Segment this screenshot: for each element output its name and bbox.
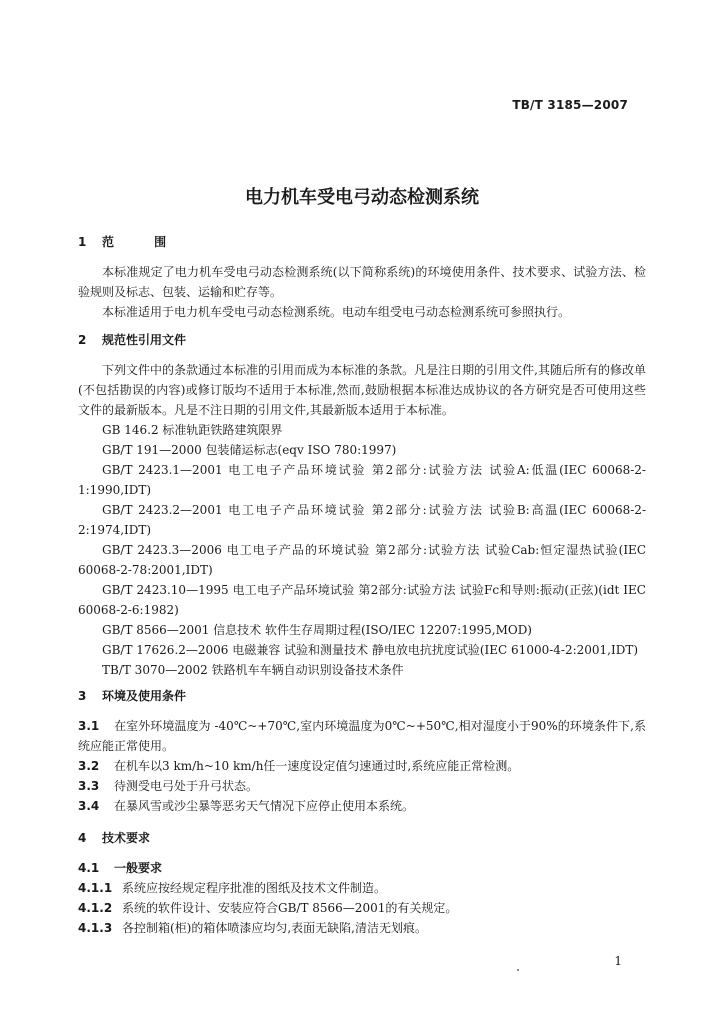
clause-text: 待测受电弓处于升弓状态。 [114, 779, 259, 793]
clause [78, 878, 646, 898]
clause [78, 898, 646, 918]
section-heading-technical [78, 830, 646, 846]
scope-paragraph: 本标准适用于电力机车受电弓动态检测系统。电动车组受电弓动态检测系统可参照执行。 [102, 305, 571, 319]
section-number: 1 [78, 235, 87, 249]
reference-entry: GB/T 2423.1—2001 电工电子产品环境试验 第2部分:试验方法 试验A:低温(IEC 60068-2-1:1990,IDT) [78, 463, 646, 497]
section-title: 技术要求 [102, 831, 151, 845]
clause-number: 4.1.1 [78, 881, 113, 895]
section-heading-environment [78, 688, 646, 704]
section-title: 环境及使用条件 [102, 689, 187, 703]
references-intro: 下列文件中的条款通过本标准的引用而成为本标准的条款。凡是注日期的引用文件,其随后所有的修改单(不包括勘误的内容)或修订版均不适用于本标准,然而,鼓励根据本标准达成协议的各方研究是否可使用这些文件的最新版本。凡是不注日期的引用文件,其最新版本适用于本标准。 [78, 363, 646, 417]
section-title: 规范性引用文件 [102, 333, 187, 347]
clause [78, 756, 646, 776]
reference-entry: TB/T 3070—2002 铁路机车车辆自动识别设备技术条件 [102, 663, 404, 677]
reference-entry: GB/T 2423.2—2001 电工电子产品环境试验 第2部分:试验方法 试验B:高温(IEC 60068-2-2:1974,IDT) [78, 503, 646, 537]
clause [78, 918, 646, 938]
scope-paragraph: 本标准规定了电力机车受电弓动态检测系统(以下简称系统)的环境使用条件、技术要求、试验方法、检验规则及标志、包装、运输和贮存等。 [78, 265, 646, 299]
clause-number: 3.3 [78, 779, 100, 793]
scan-speck [517, 969, 519, 971]
clause-text: 在室外环境温度为 -40℃~+70℃,室内环境温度为0℃~+50℃,相对湿度小于90%的环境条件下,系统应能正常使用。 [78, 719, 646, 753]
reference-entry: GB/T 2423.10—1995 电工电子产品环境试验 第2部分:试验方法 试验Fc和导则:振动(正弦)(idt IEC 60068-2-6:1982) [78, 583, 646, 617]
clause-number: 4.1.3 [78, 921, 113, 935]
section-number: 2 [78, 333, 87, 347]
clause [78, 716, 646, 756]
subsection-title: 一般要求 [114, 861, 163, 875]
section-title: 范 围 [102, 235, 185, 249]
subsection-number: 4.1 [78, 861, 100, 875]
clause-text: 系统的软件设计、安装应符合GB/T 8566—2001的有关规定。 [122, 901, 458, 915]
reference-entry: GB/T 17626.2—2006 电磁兼容 试验和测量技术 静电放电抗扰度试验(IEC 61000-4-2:2001,IDT) [102, 643, 639, 657]
clause-text: 各控制箱(柜)的箱体喷漆应均匀,表面无缺陷,清洁无划痕。 [122, 921, 427, 935]
page-number: 1 [614, 954, 622, 968]
section-number: 4 [78, 831, 87, 845]
reference-entry: GB 146.2 标准轨距铁路建筑限界 [102, 423, 283, 437]
clause-number: 4.1.2 [78, 901, 113, 915]
reference-entry: GB/T 8566—2001 信息技术 软件生存周期过程(ISO/IEC 12207:1995,MOD) [102, 623, 532, 637]
section-number: 3 [78, 689, 87, 703]
reference-entry: GB/T 191—2000 包装储运标志(eqv ISO 780:1997) [102, 443, 397, 457]
clause-text: 系统应按经规定程序批准的图纸及技术文件制造。 [122, 881, 387, 895]
document-title: 电力机车受电弓动态检测系统 [245, 187, 479, 208]
section-heading-scope [78, 234, 646, 250]
reference-entry: GB/T 2423.3—2006 电工电子产品的环境试验 第2部分:试验方法 试验Cab:恒定湿热试验(IEC 60068-2-78:2001,IDT) [78, 543, 646, 577]
document-body [78, 234, 646, 938]
clause-number: 3.4 [78, 799, 100, 813]
clause-text: 在机车以3 km/h~10 km/h任一速度设定值匀速通过时,系统应能正常检测。 [114, 759, 520, 773]
clause-text: 在暴风雪或沙尘暴等恶劣天气情况下应停止使用本系统。 [114, 799, 415, 813]
clause-number: 3.2 [78, 759, 100, 773]
clause [78, 776, 646, 796]
clause [78, 796, 646, 816]
clause-number: 3.1 [78, 719, 100, 733]
section-heading-references [78, 332, 646, 348]
subsection-heading [78, 858, 646, 878]
standard-code: TB/T 3185—2007 [512, 98, 628, 112]
